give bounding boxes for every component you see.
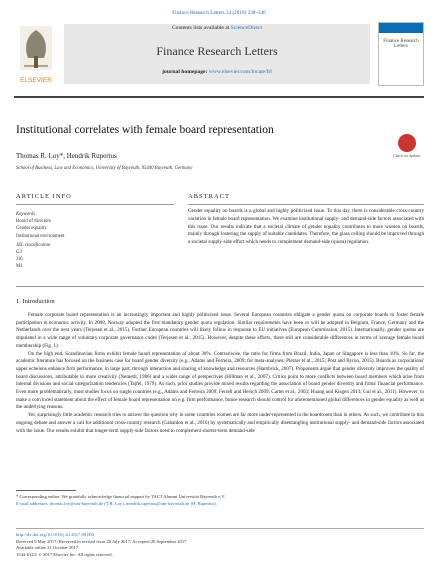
publisher-name: ELSEVIER — [20, 77, 52, 84]
intro-body — [16, 312, 424, 435]
homepage-link[interactable]: www.elsevier.com/locate/frl — [208, 69, 272, 75]
author-affiliation: School of Business, Law and Economics, University of Bayreuth, 95440 Bayreuth, Germany — [16, 166, 193, 171]
journal-title[interactable]: Finance Research Letters — [156, 44, 278, 58]
keywords-block — [16, 211, 166, 271]
contents-prefix: Contents lists available at — [171, 25, 231, 31]
doi-link[interactable]: http://dx.doi.org/10.1016/j.frl.2017.09.003 — [16, 532, 95, 537]
keyword-item: Institutional environment — [16, 233, 65, 239]
header-rule — [14, 96, 424, 98]
contents-line — [64, 25, 370, 31]
footnote-rule — [16, 490, 76, 491]
intro-paragraph: On the high end, Scandinavian firms exhibit female board representation of about 30%. Contrariwise, the ratio for firms from Brazil, India, Japan or Singapore is less than 10%. So far, the academic literature has focused on the business case for board gender diversity (e.g., Adams and Ferreira, 2009; for meta-analyses: Pletzer et al., 2015; Post and Byron, 2015). Boards as corporations' upper echelons enhance firm performance, in large part, through interaction and sharing of knowledge and resources (Hambrick, 2007). Proponents argue that gender diversity improves the quality of board discussions, attributable to more creativity (Nemeth, 1986) and a wider range of perspectives (Hillman et al., 2007). Critics point to more conflicts between board members which arise from internal divisions and social categorization tendencies (Tajfel, 1979). As such, prior studies provide mixed results regarding the association of board gender diversity and firms' financial performance. Even more problematically, most studies focus on single countries (e.g., Adams and Ferreira 2009; Ferrell and Hersch 2009; Carter et al., 2003; Huang and Kisgen 2013; Gul et al., 2011). However, to make a convinced statement about the effect of female board representation on e.g. firm performance, future research should control for aforementioned global differences in gender equality as well as the underlying reasons. — [16, 350, 424, 411]
article-authors: Thomas R. Loy*, Hendrik Rupertus — [16, 152, 117, 160]
email-note[interactable]: E-mail addresses: thomas.loy@uni-bayreuth.de (T.R. Loy), hendrik.rupertus@uni-bayreuth.de (H. Rupertus). — [16, 500, 218, 506]
keyword-item: Gender equality — [16, 226, 47, 232]
info-rule — [16, 204, 174, 205]
available-online: Available online 21 October 2017 — [16, 545, 79, 551]
journal-homepage — [64, 69, 370, 75]
jel-item: J16 — [16, 257, 23, 263]
pubinfo-rule — [16, 528, 424, 529]
jel-item: M1 — [16, 264, 23, 270]
intro-heading: 1. Introduction — [16, 298, 55, 305]
jel-label: JEL classification — [16, 242, 51, 248]
journal-cover[interactable] — [378, 22, 424, 86]
keywords-label: Keywords — [16, 212, 36, 217]
article-title: Institutional correlates with female board representation — [16, 124, 274, 136]
section-rule — [16, 286, 424, 287]
footnotes — [16, 494, 424, 507]
cover-title: Finance Research Letters — [383, 39, 419, 49]
keyword-item: Board of directors — [16, 219, 51, 225]
received-dates: Received 9 May 2017; Received in revised form 28 July 2017; Accepted 20 September 2017 — [16, 538, 187, 544]
issn-copyright: 1544-6123/ © 2017 Elsevier Inc. All rights reserved. — [16, 551, 113, 557]
intro-paragraph: Yet, surprisingly little academic research tries to answer the question why in some countries women are far more under-represented in the boardroom than in others. As such, we contribute to this ongoing debate and answer a call for additional cross-country research (Gabaldon et al., 2016) by systematically and empirically disentangling institutional supply- and demand-side factors associated with the issue. Our results exhibit that longer-term supply-side factors need to complement shorter-term demand-side — [16, 412, 424, 434]
article-info-heading: ARTICLE INFO — [16, 193, 72, 200]
abstract-rule — [188, 204, 424, 205]
corresponding-note: * Corresponding author. We gratefully acknowledge financial support by TACT Alumni Universität Bayreuth e.V.. — [16, 494, 227, 499]
badge-label: Check for updates — [393, 154, 421, 158]
abstract-heading: ABSTRACT — [188, 193, 230, 200]
updates-icon — [398, 134, 416, 152]
jel-item: G3 — [16, 250, 22, 256]
publication-info — [16, 532, 424, 558]
elsevier-logo[interactable] — [14, 22, 58, 88]
cover-band — [379, 23, 423, 33]
check-for-updates-badge[interactable] — [392, 134, 422, 168]
intro-paragraph: Female corporate board representation is an increasingly important and highly politicized issue. Several European countries obligate a gender quota on corporate boards to foster female participation in economic activity. In 2008, Norway adopted the first mandatory gender quota regulation. Similar requirements have been or will be adopted in Belgium, France, Germany and the Netherlands over the next years (Terjesen et al., 2015). Further European countries will likely follow in response to EU initiatives (European Commission, 2015). Internationally, gender quotas are stipulated in a wide range of voluntary corporate governance codes (Terjesen et al., 2015). However, despite these efforts, there still are considerable differences in terms of average female board membership (Fig. 1). — [16, 312, 424, 349]
homepage-prefix: journal homepage: — [162, 69, 209, 75]
journal-reference[interactable]: Finance Research Letters 24 (2018) 238–246 — [172, 10, 266, 16]
sciencedirect-link[interactable]: ScienceDirect — [230, 25, 263, 31]
abstract-text: Gender equality on boards is a global and highly politicized issue. To this day, there is considerable cross-country variation in female board representation. We examine institutional supply- and demand-side factors associated with this issue. Our results indicate that a societal climate of gender equality contributes to more women on boards, mainly through fostering the supply of suitable candidates. Therefore, the glass ceiling should be improved through a societal supply-side effort which needs to complement demand-side (quota) regulation. — [188, 208, 424, 246]
